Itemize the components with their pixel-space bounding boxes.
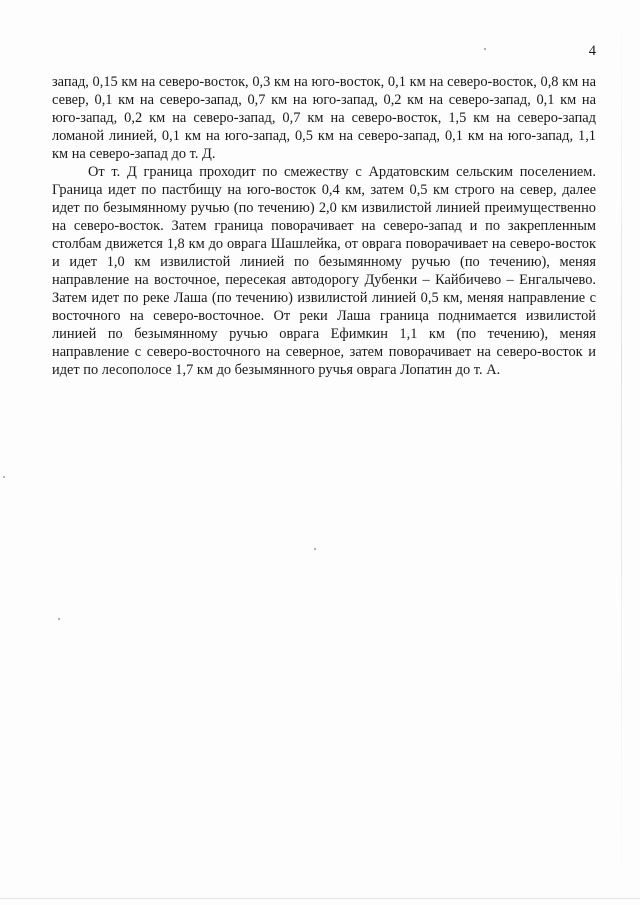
scan-speck: [484, 48, 486, 50]
paragraph-boundary-description: От т. Д граница проходит по смежеству с Ардатовским сельским поселением. Граница идет по пастбищу на юго-восток 0,4 км, затем 0,5 км строго на север, далее идет по безымянному ручью (по течению) 2,0 км извилистой линией преимущественно на северо-восток. Затем граница поворачивает на северо-запад и по закрепленным столбам движется 1,8 км до оврага Шашлейка, от оврага поворачивает на северо-восток и идет 1,0 км извилистой линией по безымянному ручью (по течению), меняя направление на восточное, пересекая автодорогу Дубенки – Кайбичево – Енгалычево. Затем идет по реке Лаша (по течению) извилистой линией 0,5 км, меняя направление с восточного на северо-восточное. От реки Лаша граница поднимается извилистой линией по безымянному ручью оврага Ефимкин 1,1 км (по течению), меняя направление с северо-восточного на северное, затем поворачивает на северо-восток и идет по лесополосе 1,7 км до безымянного ручья оврага Лопатин до т. А.: [52, 164, 596, 378]
scan-speck: [58, 618, 60, 620]
document-body: [52, 73, 596, 379]
page-number: 4: [588, 43, 596, 59]
scan-speck: [3, 476, 5, 478]
scan-edge-line: [621, 0, 622, 905]
paragraph-continuation: запад, 0,15 км на северо-восток, 0,3 км на юго-восток, 0,1 км на северо-восток, 0,8 км на север, 0,1 км на северо-запад, 0,7 км на юго-запад, 0,2 км на северо-запад, 0,1 км на юго-запад, 0,2 км на северо-запад, 0,7 км на северо-восток, 1,5 км на северо-запад ломаной линией, 0,1 км на юго-запад, 0,5 км на северо-запад, 0,1 км на юго-запад, 1,1 км на северо-запад до т. Д.: [52, 74, 596, 162]
scan-speck: [314, 548, 316, 550]
scan-bottom-line: [0, 898, 640, 899]
